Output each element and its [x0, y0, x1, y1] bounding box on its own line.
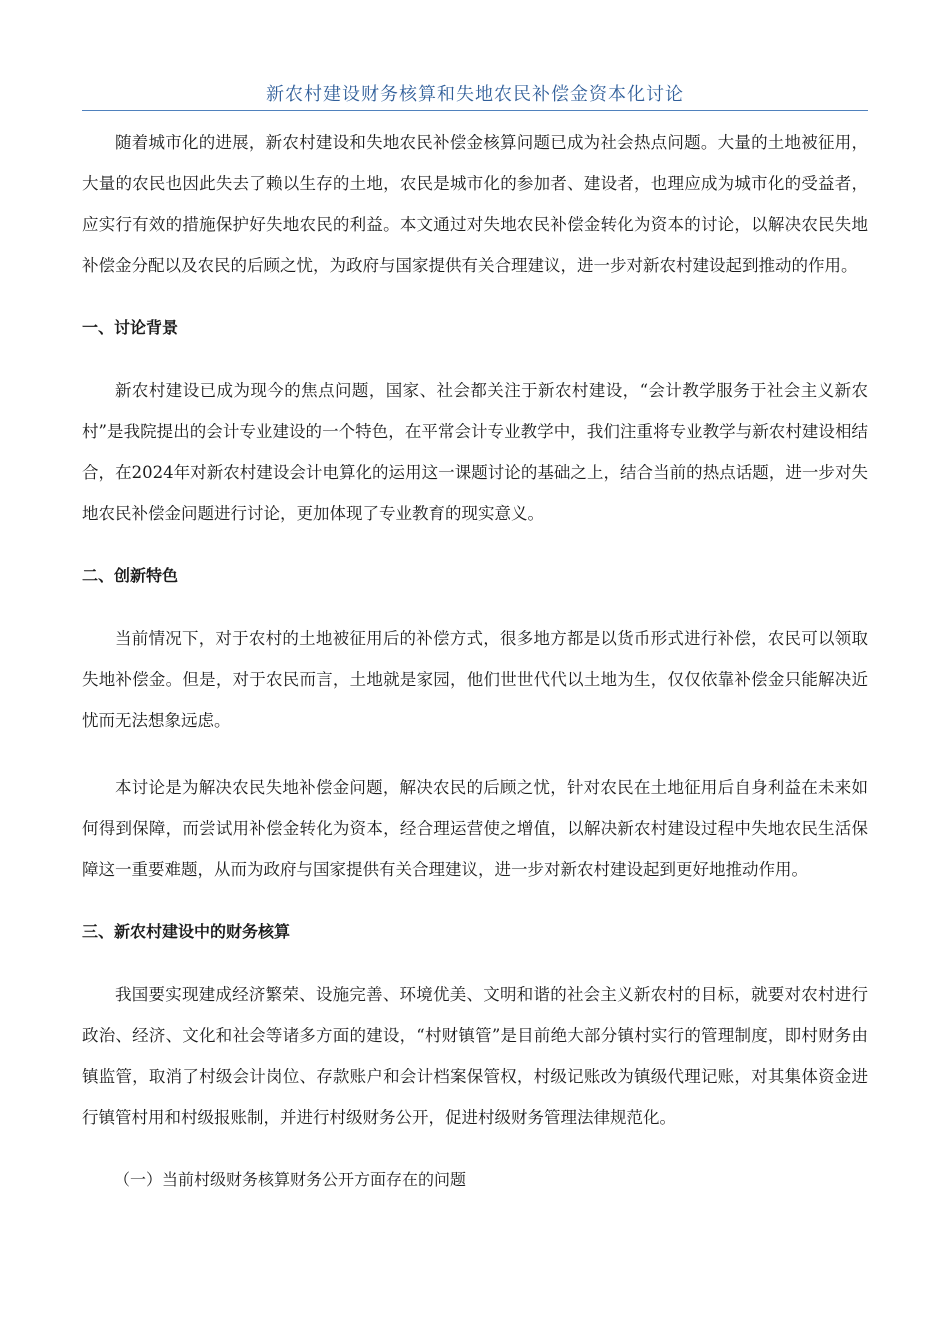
section-heading-background: 一、讨论背景 — [82, 318, 179, 337]
subsection-heading-problems: （一）当前村级财务核算财务公开方面存在的问题 — [114, 1170, 467, 1189]
accounting-paragraph: 我国要实现建成经济繁荣、设施完善、环境优美、文明和谐的社会主义新农村的目标，就要对农村进行政治、经济、文化和社会等诸多方面的建设，“村财镇管”是目前绝大部分镇村实行的管理制度，即村财务由镇监管，取消了村级会计岗位、存款账户和会计档案保管权，村级记账改为镇级代理记账，对其集体资金进行镇管村用和村级报账制，并进行村级财务公开，促进村级财务管理法律规范化。 — [82, 985, 868, 1127]
innovation-paragraph-2: 本讨论是为解决农民失地补偿金问题，解决农民的后顾之忧，针对农民在土地征用后自身利益在未来如何得到保障，而尝试用补偿金转化为资本，经合理运营使之增值，以解决新农村建设过程中失地农民生活保障这一重要难题，从而为政府与国家提供有关合理建议，进一步对新农村建设起到更好地推动作用。 — [82, 778, 868, 879]
section-heading-accounting: 三、新农村建设中的财务核算 — [82, 922, 291, 941]
document-header — [82, 80, 868, 111]
innovation-paragraph-1: 当前情况下，对于农村的土地被征用后的补偿方式，很多地方都是以货币形式进行补偿，农民可以领取失地补偿金。但是，对于农民而言，土地就是家园，他们世世代代以土地为生，仅仅依靠补偿金只能解决近忧而无法想象远虑。 — [82, 629, 868, 730]
background-paragraph: 新农村建设已成为现今的焦点问题，国家、社会都关注于新农村建设，“会计教学服务于社会主义新农村”是我院提出的会计专业建设的一个特色，在平常会计专业教学中，我们注重将专业教学与新农村建设相结合，在2024年对新农村建设会计电算化的运用这一课题讨论的基础之上，结合当前的热点话题，进一步对失地农民补偿金问题进行讨论，更加体现了专业教育的现实意义。 — [82, 381, 868, 523]
intro-paragraph: 随着城市化的进展，新农村建设和失地农民补偿金核算问题已成为社会热点问题。大量的土地被征用，大量的农民也因此失去了赖以生存的土地，农民是城市化的参加者、建设者，也理应成为城市化的受益者，应实行有效的措施保护好失地农民的利益。本文通过对失地农民补偿金转化为资本的讨论，以解决农民失地补偿金分配以及农民的后顾之忧，为政府与国家提供有关合理建议，进一步对新农村建设起到推动的作用。 — [82, 133, 868, 275]
document-title: 新农村建设财务核算和失地农民补偿金资本化讨论 — [266, 84, 684, 105]
document-body — [82, 122, 868, 1196]
section-heading-innovation: 二、创新特色 — [82, 566, 179, 585]
